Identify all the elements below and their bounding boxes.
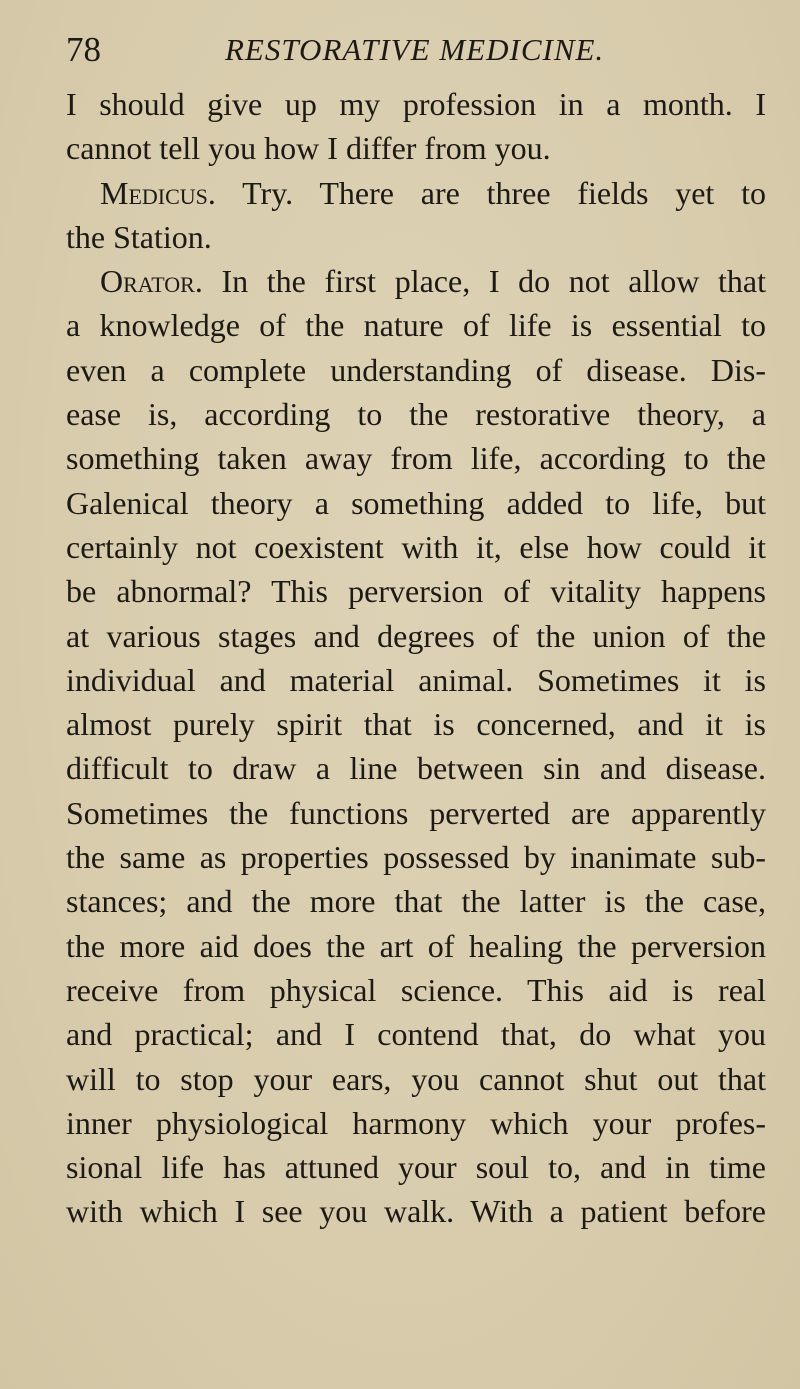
text-line (66, 348, 766, 392)
line-text: In the first place, I do not allow that (202, 263, 766, 300)
text-line (66, 82, 766, 126)
line-text: Galenical theory a something added to life, but (66, 484, 766, 521)
text-line (66, 1145, 766, 1189)
line-text: almost purely spirit that is concerned, and it is (66, 706, 766, 743)
line-text: ease is, according to the restorative theory, a (66, 396, 766, 433)
line-text: receive from physical science. This aid is real (66, 971, 766, 1008)
speaker-name: Medicus. (100, 174, 216, 211)
line-text: something taken away from life, according to the (66, 440, 766, 477)
text-line (66, 879, 766, 923)
line-text: the same as properties possessed by inanimate sub- (66, 839, 766, 876)
line-text: sional life has attuned your soul to, and in time (66, 1149, 766, 1186)
text-line (66, 614, 766, 658)
text-line (66, 746, 766, 790)
line-text: cannot tell you how I differ from you. (66, 130, 551, 167)
text-line (66, 171, 766, 215)
running-title: RESTORATIVE MEDICINE. (225, 32, 605, 67)
line-text: certainly not coexistent with it, else how could it (66, 528, 766, 565)
text-line (66, 525, 766, 569)
line-text: at various stages and degrees of the union of the (66, 617, 766, 654)
line-text: individual and material animal. Sometimes it is (66, 661, 766, 698)
text-line (66, 968, 766, 1012)
text-line (66, 126, 766, 170)
text-line (66, 702, 766, 746)
line-text: stances; and the more that the latter is the case, (66, 883, 766, 920)
line-text: the Station. (66, 218, 212, 255)
line-text: inner physiological harmony which your profes- (66, 1104, 766, 1141)
line-text: and practical; and I contend that, do what you (66, 1016, 766, 1053)
page-header (66, 30, 766, 70)
line-text: with which I see you walk. With a patient before (66, 1193, 766, 1230)
line-text: a knowledge of the nature of life is essential to (66, 307, 766, 344)
text-line (66, 259, 766, 303)
line-text: will to stop your ears, you cannot shut out that (66, 1060, 766, 1097)
text-line (66, 215, 766, 259)
text-line (66, 1101, 766, 1145)
text-line (66, 791, 766, 835)
line-text: Try. There are three fields yet to (215, 174, 766, 211)
line-text: I should give up my profession in a month. I (66, 86, 766, 122)
text-line (66, 392, 766, 436)
text-line (66, 1012, 766, 1056)
line-text: the more aid does the art of healing the perversion (66, 927, 766, 964)
text-line (66, 303, 766, 347)
body-text (66, 82, 766, 1234)
text-line (66, 924, 766, 968)
text-line (66, 1189, 766, 1233)
speaker-name: Orator. (100, 263, 203, 300)
page-number: 78 (66, 30, 101, 69)
text-line (66, 835, 766, 879)
line-text: Sometimes the functions perverted are apparently (66, 794, 766, 831)
text-line (66, 569, 766, 613)
line-text: even a complete understanding of disease. Dis- (66, 351, 766, 388)
text-line (66, 481, 766, 525)
text-line (66, 436, 766, 480)
line-text: be abnormal? This perversion of vitality happens (66, 573, 766, 610)
text-line (66, 658, 766, 702)
text-line (66, 1057, 766, 1101)
line-text: difficult to draw a line between sin and disease. (66, 750, 766, 787)
